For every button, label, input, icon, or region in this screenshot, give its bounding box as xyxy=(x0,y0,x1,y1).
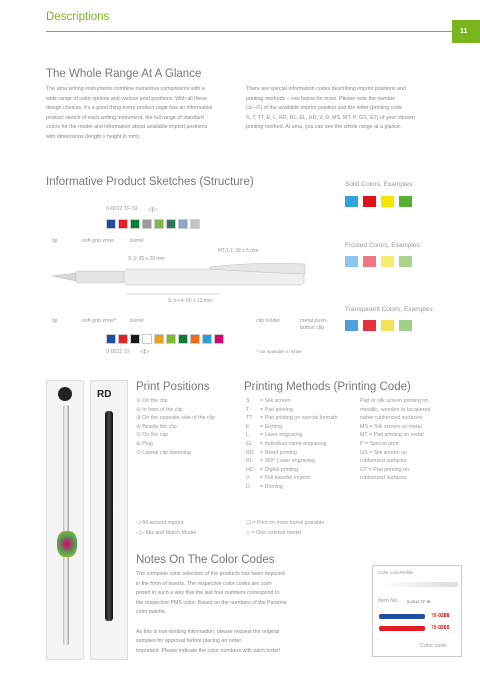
notes-line: color palette. xyxy=(136,609,167,616)
dim-label-1: S ① 35 x 20 mm xyxy=(128,256,165,262)
example-color-swatch xyxy=(363,256,376,267)
color-swatch xyxy=(166,219,176,229)
dim-label-3: S ②+④ 60 x 13 mm xyxy=(168,298,213,304)
legend-inner-barrel: ❏ = Print on inner barrel possible xyxy=(246,520,325,526)
example-color-swatch xyxy=(381,320,394,331)
print-position-item: ④ Beside the clip xyxy=(136,423,177,430)
printing-code-key: E xyxy=(246,423,250,430)
pen-body-black xyxy=(105,411,113,621)
range-line: There are special information codes describing imprint positions and xyxy=(246,86,406,92)
notes-line: samples for approval before placing an order. xyxy=(136,638,243,645)
print-positions-list xyxy=(136,397,215,457)
range-line: wide range of color options and various print positions. With all these xyxy=(46,95,208,102)
label-barrel-bottom: barrel xyxy=(130,318,144,324)
refill-sketch xyxy=(378,582,458,587)
printing-code-value: = Digital printing xyxy=(260,466,299,473)
color-code-label: Color code xyxy=(420,643,447,649)
printing-code-line: rubberized surfaces xyxy=(360,475,407,482)
legend-all-around: ❍ All-around imprint xyxy=(136,520,184,526)
frosted-label: Frosted Colors, Examples: xyxy=(345,242,422,249)
example-color-swatch xyxy=(399,256,412,267)
printing-code-line: rather rubberized surfaces: xyxy=(360,415,424,422)
legend-mix-match: ◁▷ Mix and Match Model xyxy=(136,530,196,536)
page-number: 11 xyxy=(460,28,468,35)
printing-methods-heading: Printing Methods (Printing Code) xyxy=(244,381,411,393)
printing-code-item xyxy=(246,440,337,449)
range-line: printing methods – see below for more. Please note the number xyxy=(246,95,396,102)
printing-codes-right xyxy=(360,397,430,483)
pen-sketch xyxy=(50,252,320,302)
printing-code-key: L xyxy=(246,432,249,439)
code-0200 xyxy=(431,625,449,631)
color-swatch xyxy=(154,334,164,344)
code-1: 0288 xyxy=(438,613,450,619)
item-no-code: 0-0012 TF-SI xyxy=(407,599,431,604)
notes-line: Important: Please indicate the color numbers with each order! xyxy=(136,647,281,654)
rd-badge: RD xyxy=(97,389,112,400)
print-position-item: ⑥ Plug xyxy=(136,440,153,447)
printing-code-item xyxy=(246,483,337,492)
color-swatch xyxy=(178,334,188,344)
printing-code-key: HD xyxy=(246,466,254,473)
printing-code-line: MT = Pad printing on metal xyxy=(360,432,424,439)
color-swatch xyxy=(214,334,224,344)
printing-code-line: Pad or silk screen printing on xyxy=(360,398,429,404)
notes-line: prised in such a way that the last four numbers correspond to xyxy=(136,590,280,597)
legend-one-colored: ◇ = One-colored model xyxy=(246,530,302,536)
label-tip-bottom: tip xyxy=(52,318,58,324)
header-rule xyxy=(46,31,452,32)
sketches-heading: Informative Product Sketches (Structure) xyxy=(46,176,254,188)
range-line: S, T, TT, E, L, RD, RL, EL, HD, V, D, MS, MT, P, GS, GT) of your chosen xyxy=(246,114,415,121)
top-item-code: 0-0012 TF-SI xyxy=(106,206,138,212)
range-line: with dimensions (length x height in mm). xyxy=(46,133,141,140)
color-swatch xyxy=(190,219,200,229)
printing-code-key: S xyxy=(246,398,250,404)
printing-code-line: P = Special print xyxy=(360,440,399,447)
printing-code-value: = Pad printing xyxy=(260,406,293,413)
color-swatch xyxy=(166,334,176,344)
mix-match-icon: ◁▷ xyxy=(148,207,158,213)
printing-code-value: = Individual name engraving xyxy=(260,440,327,447)
legend-one-colored-text: = One-colored model xyxy=(251,530,302,536)
range-text-right xyxy=(246,85,456,133)
transparent-label: Transparent Colors, Examples: xyxy=(345,306,435,313)
label-grip-bottom: soft-grip zone* xyxy=(82,318,117,324)
label-tip-top: tip xyxy=(52,238,58,244)
range-text-left xyxy=(46,85,246,143)
color-swatch xyxy=(178,219,188,229)
color-swatch xyxy=(190,334,200,344)
printing-code-line: MS = Silk screen on metal xyxy=(360,423,422,430)
printing-code-item xyxy=(246,449,337,458)
printing-code-value: = Doming xyxy=(260,483,283,490)
example-color-swatch xyxy=(345,196,358,207)
print-position-item: ⑤ On the cap xyxy=(136,432,169,439)
range-heading: The Whole Range At A Glance xyxy=(46,68,202,80)
color-swatch xyxy=(142,334,152,344)
flower-print xyxy=(57,531,77,557)
print-positions-heading: Print Positions xyxy=(136,381,210,393)
color-swatch xyxy=(142,219,152,229)
printing-code-key: RD xyxy=(246,449,254,456)
color-swatch xyxy=(118,219,128,229)
printing-code-item xyxy=(246,414,337,423)
legend-inner-barrel-text: = Print on inner barrel possible xyxy=(252,520,325,526)
code-prefix-1: 78- xyxy=(431,613,439,619)
color-swatch xyxy=(106,219,116,229)
notes-heading: Notes On The Color Codes xyxy=(136,554,275,566)
page-header xyxy=(0,0,480,34)
printing-code-value: = Relief printing xyxy=(260,449,297,456)
code-0288 xyxy=(431,613,449,619)
range-line: product sketch of each writing instrument, the full range of standard xyxy=(46,114,204,121)
notes-line: in the form of inserts. The respective color codes are com- xyxy=(136,580,273,587)
notes-line: The complete color selection of the products has been depicted xyxy=(136,571,285,577)
printing-code-line: metallic, wooden or lacquered xyxy=(360,406,431,413)
pen-photo-digital xyxy=(46,380,84,660)
printing-code-key: TT xyxy=(246,415,253,422)
color-swatch xyxy=(202,334,212,344)
printing-code-item xyxy=(246,457,337,466)
footnote: * not available in white xyxy=(256,349,302,354)
bottom-item-code: 0-0012 SI xyxy=(106,349,129,355)
code-prefix-2: 78- xyxy=(431,625,439,631)
printing-code-item xyxy=(246,423,337,432)
print-position-item: ③ On the opposite side of the clip xyxy=(136,415,215,422)
printing-code-item xyxy=(246,406,337,415)
printing-code-key: D xyxy=(246,483,250,490)
label-push-button-2: button clip xyxy=(300,325,325,331)
example-color-swatch xyxy=(363,320,376,331)
example-color-swatch xyxy=(363,196,376,207)
printing-code-value: = 360° Laser engraving xyxy=(260,458,315,465)
label-barrel-top: barrel xyxy=(130,238,144,244)
range-line: printing method. At uma, you can see the whole range at a glance. xyxy=(246,124,402,131)
item-no-label: Item No. xyxy=(378,598,399,604)
notes-line: the respective PMS color. Based on the numbers of the Pantone xyxy=(136,599,287,606)
color-swatch xyxy=(130,334,140,344)
label-push-button: metal push- xyxy=(300,318,328,324)
printing-code-key: T xyxy=(246,406,250,413)
printing-code-item xyxy=(246,474,337,483)
printing-code-line: GT = Pad printing on xyxy=(360,466,409,473)
blue-refill xyxy=(379,614,425,619)
color-swatch xyxy=(154,219,164,229)
red-refill xyxy=(379,626,425,631)
label-grip-top: soft-grip zone xyxy=(82,238,115,244)
print-position-item: ② In front of the clip xyxy=(136,406,183,413)
print-position-item: ① On the clip xyxy=(136,398,168,404)
legend-mix-match-text: Mix and Match Model xyxy=(145,530,196,536)
page-number-tab xyxy=(452,20,480,43)
color-swatch xyxy=(106,334,116,344)
printing-code-key: RL xyxy=(246,458,253,465)
print-position-item: ⑦ Lateral clip fastening xyxy=(136,449,191,456)
range-line: colors for the model and information about available imprint positions xyxy=(46,124,208,131)
printing-code-key: V xyxy=(246,475,250,482)
color-box-title: Color code/Refills xyxy=(378,570,414,575)
color-swatch xyxy=(118,334,128,344)
pen-body xyxy=(63,405,69,645)
example-color-swatch xyxy=(399,196,412,207)
pen-photo-relief xyxy=(90,380,128,660)
example-color-swatch xyxy=(381,196,394,207)
legend-all-around-text: All-around imprint xyxy=(141,520,184,526)
color-swatch xyxy=(130,219,140,229)
digital-badge xyxy=(58,387,72,401)
code-2: 0200 xyxy=(438,625,450,631)
printing-code-item xyxy=(246,431,337,440)
printing-code-line: rubberized surfaces xyxy=(360,458,407,465)
mix-match-icon-2: ◁▷ xyxy=(140,349,150,355)
example-color-swatch xyxy=(381,256,394,267)
printing-code-line: GS = Silk screen on xyxy=(360,449,407,456)
range-line: design choices, it's a good thing every product page has an informative xyxy=(46,105,213,112)
color-code-box xyxy=(372,565,462,657)
printing-code-value: = Pad printing on special formats xyxy=(260,415,338,422)
printing-code-item xyxy=(246,466,337,475)
notes-line xyxy=(136,618,346,628)
label-clip-holder: clip holder xyxy=(256,318,281,324)
printing-code-value: = Etching xyxy=(260,423,283,430)
printing-code-value: = Silk screen xyxy=(260,398,291,404)
example-color-swatch xyxy=(399,320,412,331)
printing-code-value: = Laser engraving xyxy=(260,432,303,439)
printing-code-value: = Foil transfer imprint xyxy=(260,475,310,482)
dim-label-2: MT/L① 38 x 5 mm xyxy=(218,248,259,254)
range-line: The uma writing instruments combine numerous components with a xyxy=(46,86,205,92)
example-color-swatch xyxy=(345,320,358,331)
printing-codes-list xyxy=(246,397,337,492)
solid-label: Solid Colors, Examples: xyxy=(345,181,414,188)
notes-text xyxy=(136,570,346,656)
example-color-swatch xyxy=(345,256,358,267)
range-line: (①–⑦) of the available imprint position and the letter (printing code xyxy=(246,105,403,112)
printing-code-key: EL xyxy=(246,440,253,447)
notes-line: As this is non-binding information, please request the original xyxy=(136,628,280,635)
section-title: Descriptions xyxy=(46,11,110,23)
printing-code-item xyxy=(246,397,337,406)
